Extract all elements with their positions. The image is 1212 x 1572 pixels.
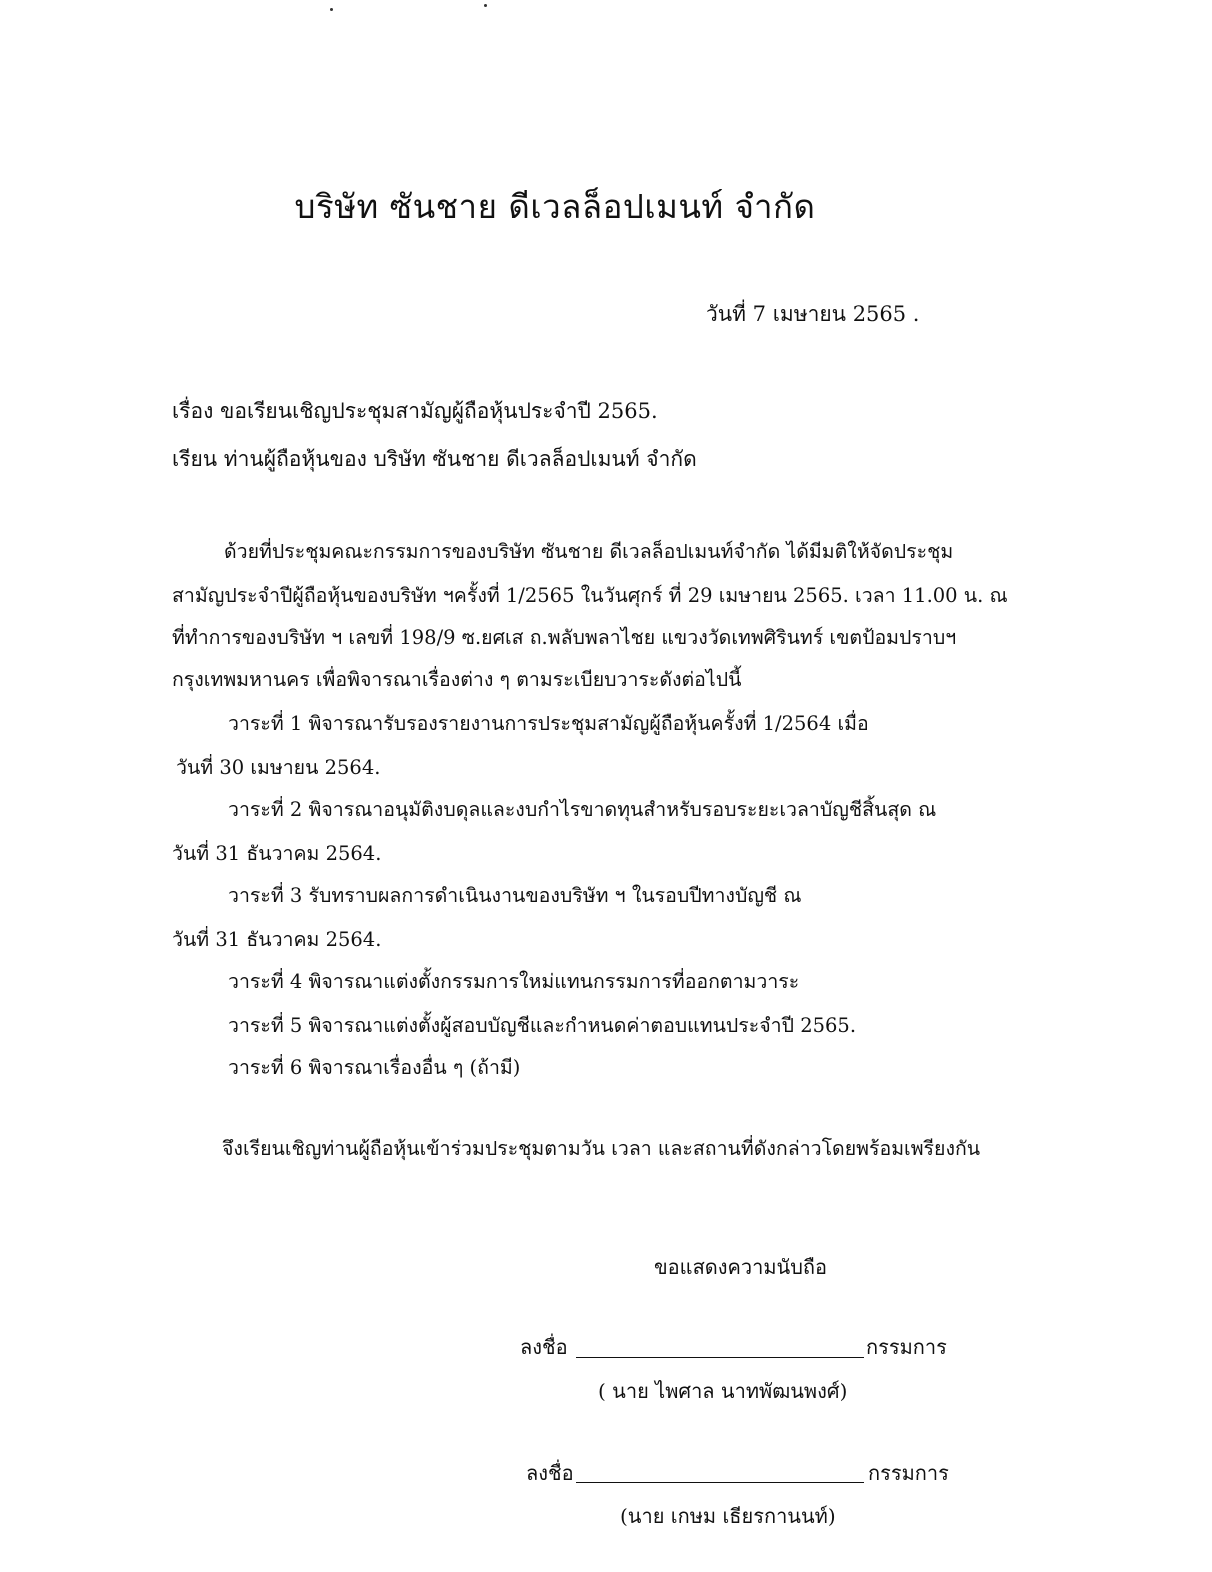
company-title: บริษัท ซันชาย ดีเวลล็อปเมนท์ จำกัด	[294, 187, 816, 226]
signatory-name: (นาย เกษม เธียรกานนท์)	[620, 1504, 836, 1528]
agenda-item-6: วาระที่ 6 พิจารณาเรื่องอื่น ๆ (ถ้ามี)	[228, 1056, 521, 1079]
scan-speck	[330, 8, 333, 11]
signature-role: กรรมการ	[866, 1335, 947, 1359]
body-line: สามัญประจำปีผู้ถือหุ้นของบริษัท ฯครั้งที่ 1/2565 ในวันศุกร์ ที่ 29 เมษายน 2565. เวลา 11.00 น. ณ	[172, 584, 1008, 607]
agenda-item-5: วาระที่ 5 พิจารณาแต่งตั้งผู้สอบบัญชีและกำหนดค่าตอบแทนประจำปี 2565.	[228, 1014, 857, 1037]
agenda-item-3-continuation: วันที่ 31 ธันวาคม 2564.	[172, 928, 382, 951]
agenda-item-1: วาระที่ 1 พิจารณารับรองรายงานการประชุมสามัญผู้ถือหุ้นครั้งที่ 1/2564 เมื่อ	[228, 712, 869, 735]
body-line: กรุงเทพมหานคร เพื่อพิจารณาเรื่องต่าง ๆ ตามระเบียบวาระดังต่อไปนี้	[172, 668, 742, 691]
signatory-name: ( นาย ไพศาล นาทพัฒนพงศ์)	[598, 1379, 848, 1403]
agenda-item-4: วาระที่ 4 พิจารณาแต่งตั้งกรรมการใหม่แทนกรรมการที่ออกตามวาระ	[228, 970, 800, 993]
agenda-item-1-continuation: วันที่ 30 เมษายน 2564.	[176, 756, 381, 779]
invitation-line: จึงเรียนเชิญท่านผู้ถือหุ้นเข้าร่วมประชุมตามวัน เวลา และสถานที่ดังกล่าวโดยพร้อมเพรียงกัน	[222, 1137, 981, 1160]
agenda-item-3: วาระที่ 3 รับทราบผลการดำเนินงานของบริษัท ฯ ในรอบปีทางบัญชี ณ	[228, 884, 802, 907]
signature-line	[576, 1482, 864, 1483]
signature-role: กรรมการ	[868, 1461, 949, 1485]
scan-speck	[484, 4, 487, 7]
letter-subject: เรื่อง ขอเรียนเชิญประชุมสามัญผู้ถือหุ้นประจำปี 2565.	[172, 399, 658, 423]
body-line: ด้วยที่ประชุมคณะกรรมการของบริษัท ซันชาย ดีเวลล็อปเมนท์จำกัด ได้มีมติให้จัดประชุม	[224, 540, 954, 563]
letter-recipient: เรียน ท่านผู้ถือหุ้นของ บริษัท ซันชาย ดีเวลล็อปเมนท์ จำกัด	[172, 447, 697, 471]
body-line: ที่ทำการของบริษัท ฯ เลขที่ 198/9 ซ.ยศเส ถ.พลับพลาไชย แขวงวัดเทพศิรินทร์ เขตป้อมปราบฯ	[172, 626, 957, 649]
agenda-item-2: วาระที่ 2 พิจารณาอนุมัติงบดุลและงบกำไรขาดทุนสำหรับรอบระยะเวลาบัญชีสิ้นสุด ณ	[228, 798, 937, 821]
signature-label: ลงชื่อ	[526, 1461, 574, 1485]
letter-date: วันที่ 7 เมษายน 2565 .	[706, 302, 920, 326]
agenda-item-2-continuation: วันที่ 31 ธันวาคม 2564.	[172, 842, 382, 865]
signature-label: ลงชื่อ	[520, 1335, 568, 1359]
closing-line: ขอแสดงความนับถือ	[654, 1255, 828, 1279]
signature-line	[576, 1357, 864, 1358]
